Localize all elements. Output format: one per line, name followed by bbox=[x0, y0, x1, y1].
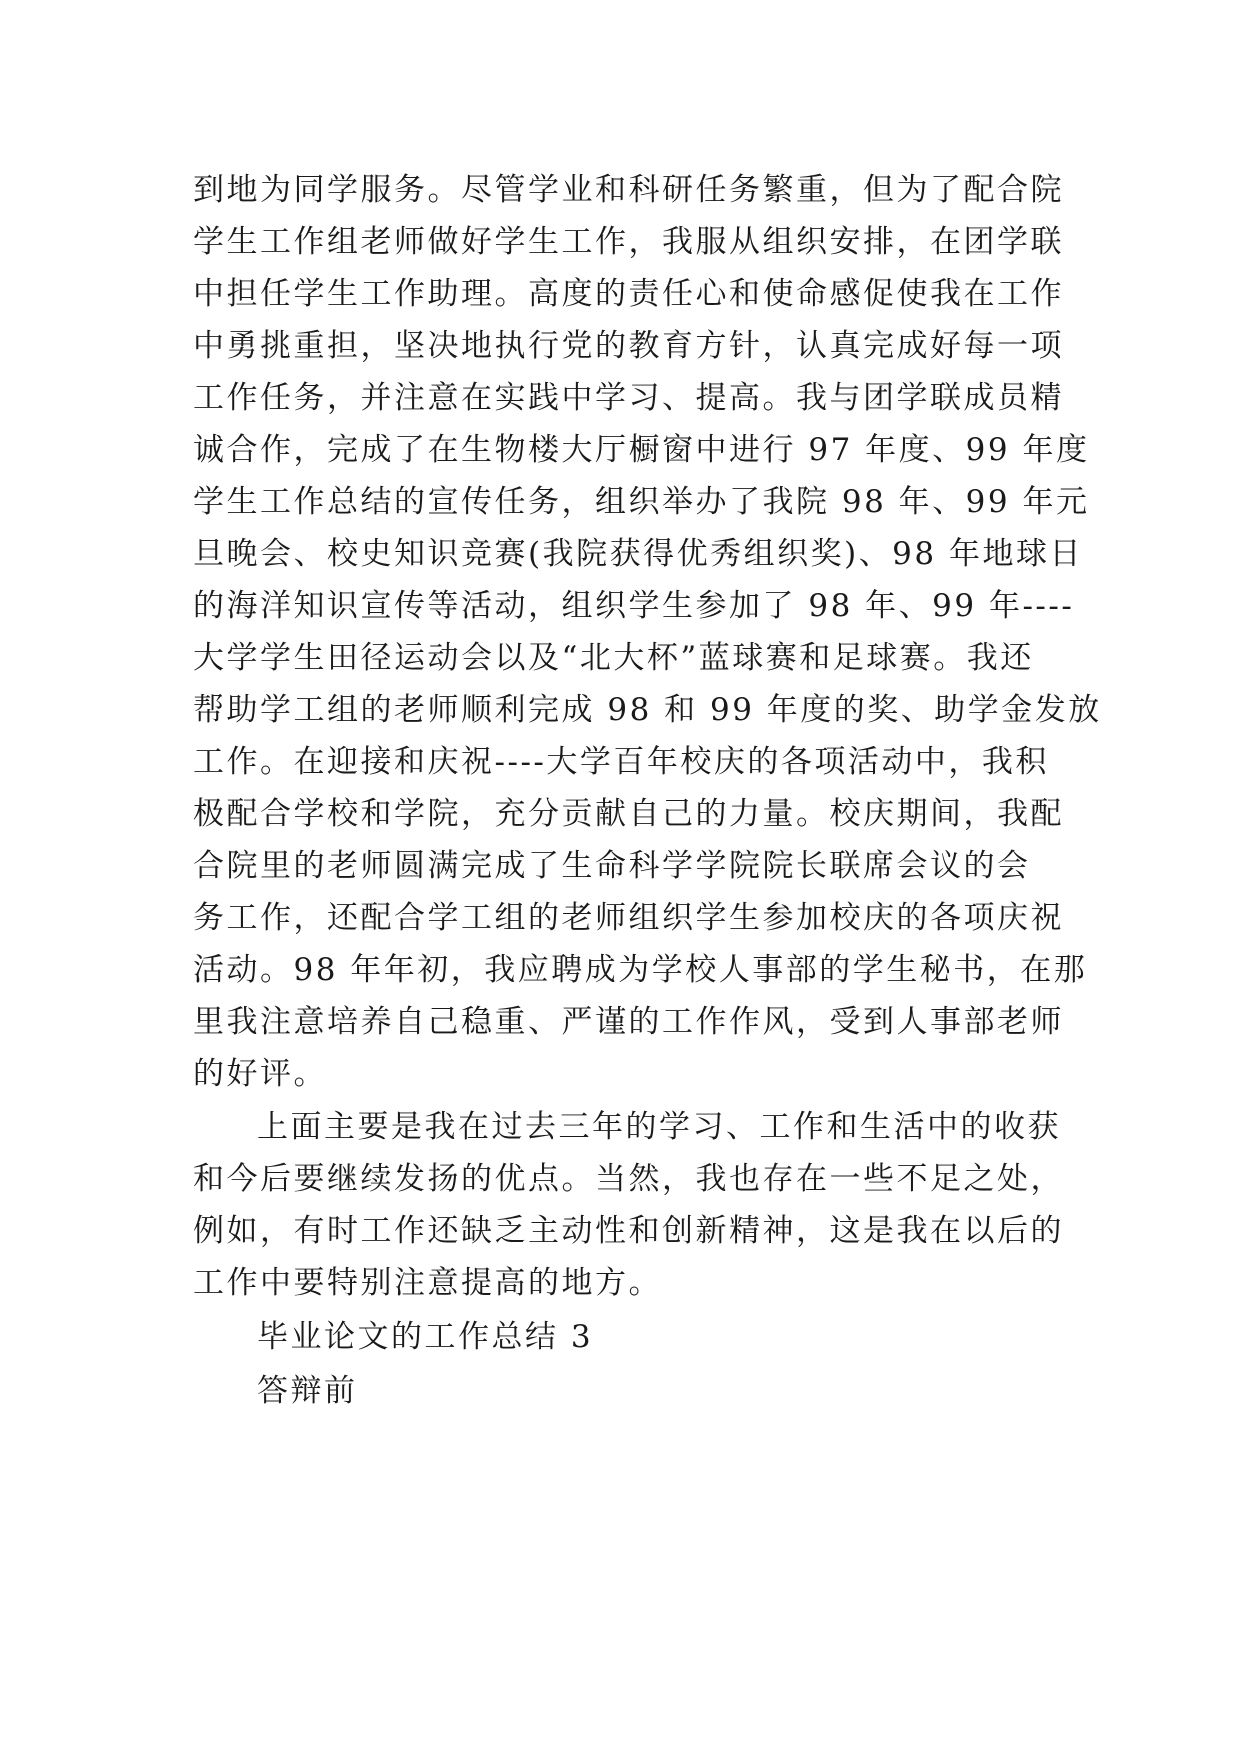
section-subheading: 答辩前 bbox=[257, 1373, 358, 1409]
section-heading: 毕业论文的工作总结 3 bbox=[257, 1319, 594, 1355]
paragraph-line: 到地为同学服务。尽管学业和科研任务繁重，但为了配合院 bbox=[193, 172, 1064, 208]
paragraph-line: 中担任学生工作助理。高度的责任心和使命感促使我在工作 bbox=[193, 276, 1064, 312]
paragraph-line: 工作中要特别注意提高的地方。 bbox=[193, 1265, 662, 1301]
paragraph-line: 活动。98 年年初，我应聘成为学校人事部的学生秘书，在那 bbox=[193, 952, 1088, 988]
paragraph-line: 极配合学校和学院，充分贡献自己的力量。校庆期间，我配 bbox=[193, 796, 1064, 832]
paragraph-line: 合院里的老师圆满完成了生命科学学院院长联席会议的会 bbox=[193, 848, 1031, 884]
paragraph-line: 的海洋知识宣传等活动，组织学生参加了 98 年、99 年---- bbox=[193, 588, 1075, 624]
paragraph-line: 和今后要继续发扬的优点。当然，我也存在一些不足之处， bbox=[193, 1161, 1064, 1197]
paragraph-line: 诚合作，完成了在生物楼大厅橱窗中进行 97 年度、99 年度 bbox=[193, 432, 1090, 468]
paragraph-line: 里我注意培养自己稳重、严谨的工作作风，受到人事部老师 bbox=[193, 1004, 1064, 1040]
paragraph-line: 上面主要是我在过去三年的学习、工作和生活中的收获 bbox=[257, 1109, 1061, 1145]
paragraph-line: 学生工作组老师做好学生工作，我服从组织安排，在团学联 bbox=[193, 224, 1064, 260]
paragraph-line: 旦晚会、校史知识竞赛(我院获得优秀组织奖)、98 年地球日 bbox=[193, 536, 1083, 572]
paragraph-line: 例如，有时工作还缺乏主动性和创新精神，这是我在以后的 bbox=[193, 1213, 1064, 1249]
paragraph-line: 的好评。 bbox=[193, 1056, 327, 1092]
paragraph-line: 帮助学工组的老师顺利完成 98 和 99 年度的奖、助学金发放 bbox=[193, 692, 1102, 728]
paragraph-line: 工作任务，并注意在实践中学习、提高。我与团学联成员精 bbox=[193, 380, 1064, 416]
paragraph-line: 务工作，还配合学工组的老师组织学生参加校庆的各项庆祝 bbox=[193, 900, 1064, 936]
paragraph-line: 中勇挑重担，坚决地执行党的教育方针，认真完成好每一项 bbox=[193, 328, 1064, 364]
paragraph-line: 学生工作总结的宣传任务，组织举办了我院 98 年、99 年元 bbox=[193, 484, 1090, 520]
paragraph-line: 工作。在迎接和庆祝----大学百年校庆的各项活动中，我积 bbox=[193, 744, 1049, 780]
paragraph-line: 大学学生田径运动会以及“北大杯”蓝球赛和足球赛。我还 bbox=[193, 640, 1034, 676]
